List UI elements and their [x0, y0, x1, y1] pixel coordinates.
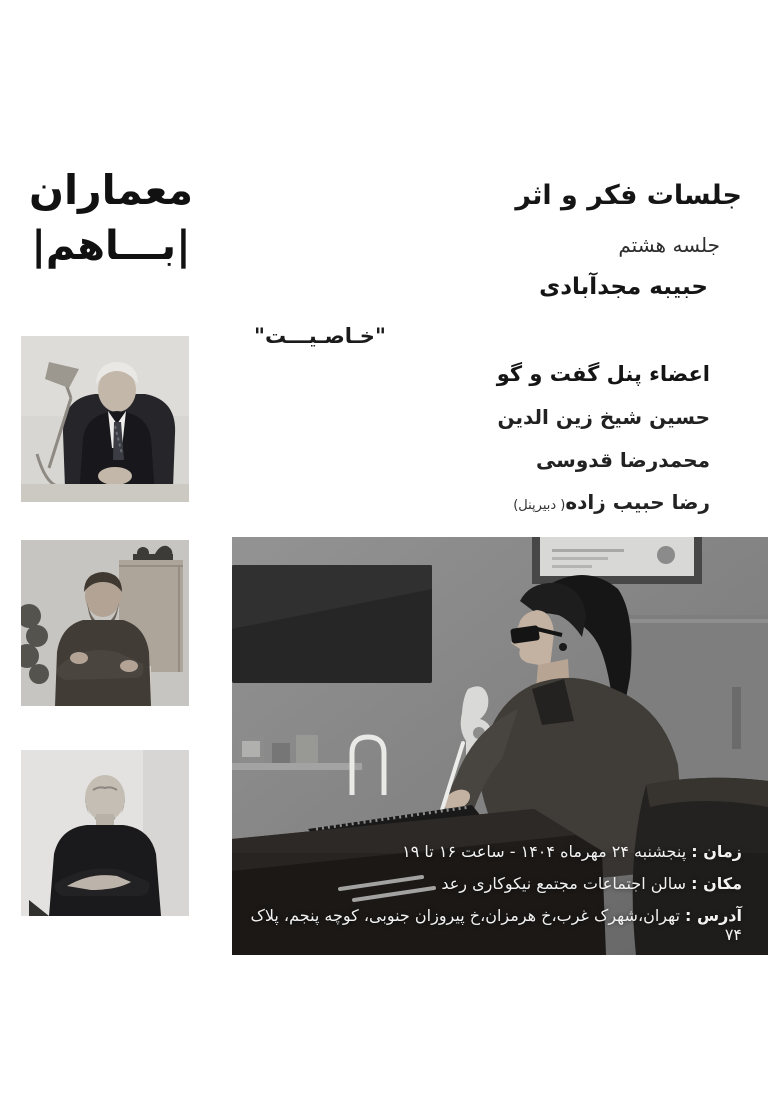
portrait-3-image [21, 750, 189, 916]
panel-member-3-name: رضا حبیب زاده [565, 490, 710, 514]
session-number-label: جلسه هشتم [618, 233, 720, 257]
event-time-label: زمان : [691, 842, 742, 861]
panel-member-1: حسین شیخ زین الدین [497, 405, 710, 429]
portrait-2-image [21, 540, 189, 706]
logo-line1: معماران [28, 166, 194, 214]
portrait-1-image [21, 336, 189, 502]
event-details [232, 829, 768, 950]
event-venue-value: سالن اجتماعات مجتمع نیکوکاری رعد [441, 874, 687, 893]
panel-member-3-role: ( دبیرپنل) [513, 498, 566, 513]
memaran-baham-logo [20, 162, 202, 274]
panel-member-3 [513, 490, 710, 514]
panel-member-2: محمدرضا قدوسی [535, 448, 710, 472]
panel-heading: اعضاء پنل گفت و گو [496, 362, 710, 386]
speaker-name: حبیبه مجدآبادی [539, 274, 708, 300]
portrait-photo-2 [21, 540, 189, 706]
event-venue-label: مکان : [691, 874, 742, 893]
tv-screen-shape [232, 565, 432, 683]
main-photo [232, 537, 768, 955]
event-address-value: تهران،شهرک غرب،خ هرمزان،خ پیروزان جنوبی، کوچه پنجم، پلاک ۷۴ [250, 906, 742, 944]
logo-line2: |بـــاهم| [31, 223, 191, 269]
framed-certificate-shape [532, 537, 702, 584]
portrait-photo-1 [21, 336, 189, 502]
series-title: جلسات فکر و اثر [515, 180, 742, 211]
event-address-line [240, 906, 742, 944]
event-time-line [240, 842, 742, 861]
event-venue-line [240, 874, 742, 893]
event-address-label: آدرس : [685, 906, 742, 925]
talk-title-quoted: "خـاصـیـــت" [254, 324, 386, 348]
portrait-photo-3 [21, 750, 189, 916]
event-time-value: پنجشنبه ۲۴ مهرماه ۱۴۰۴ - ساعت ۱۶ تا ۱۹ [402, 842, 687, 861]
